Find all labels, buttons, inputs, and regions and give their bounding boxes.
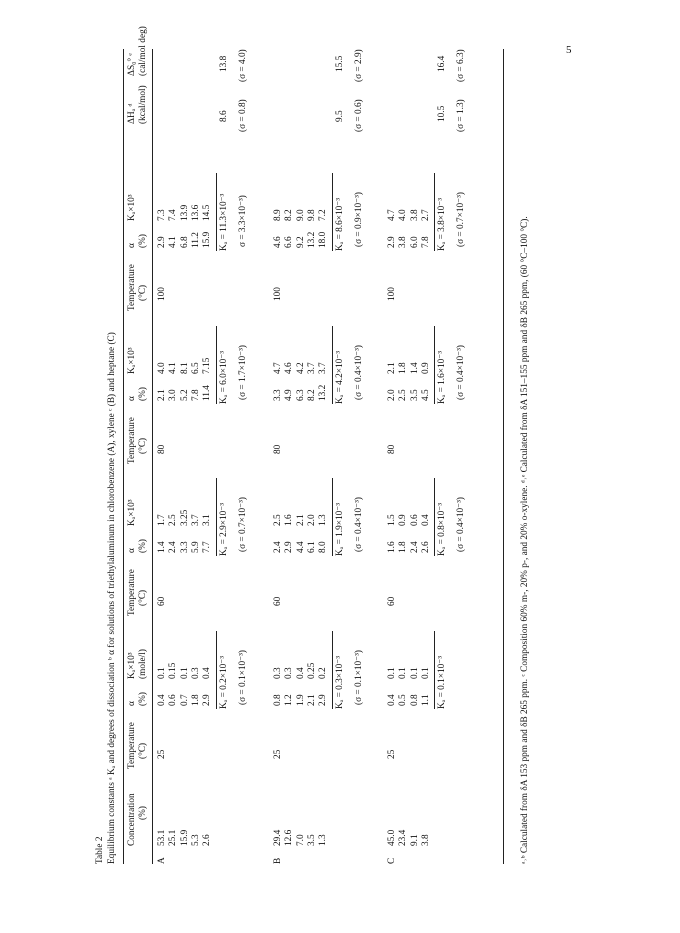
kd-cell: 0.1 <box>387 667 397 679</box>
sigma-kd: (σ = 0.4×10⁻³) <box>353 345 364 400</box>
alpha-cell: 2.6 <box>420 541 431 553</box>
section-label: A <box>157 857 167 864</box>
alpha-cell: 11.2 <box>190 232 201 248</box>
kd-cell: 3.1 <box>202 514 213 526</box>
table-bottom-rule <box>503 49 504 864</box>
kd-cell: 0.2 <box>318 667 329 679</box>
kd-cell: 4.0 <box>157 362 167 374</box>
alpha-cell: 1.4 <box>157 541 167 553</box>
kd-cell: 4.7 <box>273 362 283 374</box>
kd-cell: 13.9 <box>179 204 190 221</box>
kd-cell: 0.3 <box>284 667 295 679</box>
alpha-cell: 2.9 <box>387 236 397 248</box>
alpha-cell: 7.7 <box>202 541 213 553</box>
alpha-cell: 6.1 <box>306 541 317 553</box>
alpha-cell: 0.7 <box>179 694 190 706</box>
dh-sigma: (σ = 0.6) <box>353 99 364 132</box>
mean-rule <box>332 326 333 404</box>
kd-cell: 0.6 <box>409 514 420 526</box>
temperature-cell: 25 <box>157 749 167 759</box>
kd-cell: 8.2 <box>284 209 295 221</box>
header-kd: Kₐ×10³ <box>127 499 137 526</box>
kd-cell: 4.2 <box>295 362 306 374</box>
alpha-cell: 2.0 <box>387 389 397 401</box>
mean-kd: Kₐ = 0.8×10⁻³ <box>437 502 448 556</box>
kd-cell: 0.9 <box>398 514 409 526</box>
concentration-cell: 7.0 <box>295 834 306 846</box>
alpha-cell: 6.0 <box>409 236 420 248</box>
alpha-cell: 0.5 <box>398 694 409 706</box>
sigma-kd: (σ = 1.7×10⁻³) <box>237 345 248 400</box>
sigma-kd: σ = 3.3×10⁻³) <box>237 195 248 247</box>
header-temperature: Temperature (°C) <box>127 569 148 616</box>
temperature-cell: 60 <box>273 596 283 606</box>
mean-rule <box>332 173 333 251</box>
header-rule <box>152 49 153 864</box>
concentration-cell: 23.4 <box>398 829 409 846</box>
alpha-cell: 3.3 <box>273 389 283 401</box>
alpha-cell: 2.1 <box>306 694 317 706</box>
kd-cell: 0.1 <box>179 667 190 679</box>
page-number: 5 <box>566 44 572 56</box>
kd-cell: 9.0 <box>295 209 306 221</box>
alpha-cell: 2.5 <box>398 389 409 401</box>
mean-kd: Kₐ = 4.2×10⁻³ <box>334 350 345 404</box>
ds-sigma: (σ = 2.9) <box>353 49 364 82</box>
temperature-cell: 60 <box>387 596 397 606</box>
alpha-cell: 13.2 <box>306 231 317 248</box>
sigma-kd: (σ = 0.1×10⁻³) <box>353 650 364 705</box>
kd-cell: 0.9 <box>420 362 431 374</box>
alpha-cell: 8.0 <box>318 541 329 553</box>
alpha-cell: 2.9 <box>157 236 167 248</box>
mean-rule <box>434 631 435 709</box>
kd-cell: 0.4 <box>202 667 213 679</box>
alpha-cell: 1.8 <box>190 694 201 706</box>
kd-cell: 7.15 <box>202 357 213 374</box>
header-alpha: α (%) <box>127 387 148 401</box>
sigma-kd: (σ = 0.7×10⁻³) <box>237 497 248 552</box>
temperature-cell: 100 <box>157 287 167 301</box>
ds-sigma: (σ = 4.0) <box>237 49 248 82</box>
mean-kd: Kₐ = 2.9×10⁻³ <box>218 502 229 556</box>
concentration-cell: 2.6 <box>202 834 213 846</box>
sigma-kd: (σ = 0.9×10⁻³) <box>353 192 364 247</box>
alpha-cell: 5.9 <box>190 541 201 553</box>
header-temperature: Temperature (°C) <box>127 722 148 769</box>
kd-cell: 0.25 <box>306 662 317 679</box>
alpha-cell: 1.9 <box>295 694 306 706</box>
ds-value: 15.5 <box>334 55 345 72</box>
kd-cell: 2.5 <box>168 514 179 526</box>
kd-cell: 9.8 <box>306 209 317 221</box>
concentration-cell: 53.1 <box>157 829 167 846</box>
kd-cell: 14.5 <box>202 204 213 221</box>
alpha-cell: 0.4 <box>157 694 167 706</box>
kd-cell: 2.0 <box>306 514 317 526</box>
kd-cell: 0.1 <box>409 667 420 679</box>
alpha-cell: 6.8 <box>179 236 190 248</box>
sigma-kd: (σ = 0.4×10⁻³) <box>456 497 467 552</box>
alpha-cell: 7.8 <box>190 389 201 401</box>
section-label: C <box>387 857 397 864</box>
mean-kd: Kₐ = 0.2×10⁻³ <box>218 655 229 709</box>
alpha-cell: 4.4 <box>295 541 306 553</box>
alpha-cell: 2.4 <box>168 541 179 553</box>
alpha-cell: 2.4 <box>273 541 283 553</box>
alpha-cell: 6.3 <box>295 389 306 401</box>
kd-cell: 1.4 <box>409 362 420 374</box>
concentration-cell: 5.3 <box>190 834 201 846</box>
kd-cell: 3.7 <box>318 362 329 374</box>
mean-kd: Kₐ = 11.3×10⁻³ <box>218 193 229 251</box>
kd-cell: 0.15 <box>168 662 179 679</box>
temperature-cell: 60 <box>157 596 167 606</box>
kd-cell: 2.1 <box>295 514 306 526</box>
mean-kd: Kₐ = 0.3×10⁻³ <box>334 655 345 709</box>
alpha-cell: 0.8 <box>409 694 420 706</box>
header-dh: ΔHₐ ᵈ (kcal/mol) <box>127 85 148 124</box>
kd-cell: 7.2 <box>318 209 329 221</box>
alpha-cell: 0.6 <box>168 694 179 706</box>
table-label: Table 2 <box>95 836 105 864</box>
header-concentration: Concentration (%) <box>127 793 148 846</box>
temperature-cell: 25 <box>387 749 397 759</box>
temperature-cell: 80 <box>273 444 283 454</box>
header-alpha: α (%) <box>127 234 148 248</box>
alpha-cell: 1.1 <box>420 694 431 706</box>
kd-cell: 2.1 <box>387 362 397 374</box>
concentration-cell: 45.0 <box>387 829 397 846</box>
kd-cell: 7.4 <box>168 209 179 221</box>
kd-cell: 6.5 <box>190 362 201 374</box>
dh-value: 9.5 <box>334 110 345 122</box>
mean-rule <box>216 631 217 709</box>
header-alpha: α (%) <box>127 539 148 553</box>
temperature-cell: 25 <box>273 749 283 759</box>
alpha-cell: 2.9 <box>284 541 295 553</box>
kd-cell: 1.6 <box>284 514 295 526</box>
mean-rule <box>434 478 435 556</box>
header-ds: ΔS₀° ᵉ (cal/mol deg) <box>127 26 148 76</box>
alpha-cell: 6.6 <box>284 236 295 248</box>
alpha-cell: 4.5 <box>420 389 431 401</box>
temperature-cell: 100 <box>273 287 283 301</box>
mean-rule <box>332 631 333 709</box>
alpha-cell: 4.6 <box>273 236 283 248</box>
header-temperature: Temperature (°C) <box>127 417 148 464</box>
alpha-cell: 0.8 <box>273 694 283 706</box>
sigma-kd: (σ = 0.1×10⁻³) <box>237 650 248 705</box>
mean-kd: Kₐ = 3.8×10⁻³ <box>437 197 448 251</box>
kd-cell: 0.4 <box>420 514 431 526</box>
alpha-cell: 3.0 <box>168 389 179 401</box>
alpha-cell: 2.9 <box>202 694 213 706</box>
alpha-cell: 18.0 <box>318 231 329 248</box>
temperature-cell: 80 <box>387 444 397 454</box>
alpha-cell: 13.2 <box>318 384 329 401</box>
temperature-cell: 80 <box>157 444 167 454</box>
header-temperature: Temperature (°C) <box>127 264 148 311</box>
kd-cell: 7.3 <box>157 209 167 221</box>
kd-cell: 4.0 <box>398 209 409 221</box>
alpha-cell: 1.8 <box>398 541 409 553</box>
sigma-kd: (σ = 0.4×10⁻³) <box>456 345 467 400</box>
alpha-cell: 3.8 <box>398 236 409 248</box>
dh-sigma: (σ = 0.8) <box>237 99 248 132</box>
kd-cell: 1.8 <box>398 362 409 374</box>
kd-cell: 0.4 <box>295 667 306 679</box>
sigma-kd: (σ = 0.4×10⁻³) <box>353 497 364 552</box>
kd-cell: 1.3 <box>318 514 329 526</box>
alpha-cell: 1.6 <box>387 541 397 553</box>
kd-cell: 4.1 <box>168 362 179 374</box>
mean-rule <box>216 478 217 556</box>
kd-cell: 1.7 <box>157 514 167 526</box>
concentration-cell: 12.6 <box>284 829 295 846</box>
temperature-cell: 100 <box>387 287 397 301</box>
kd-cell: 0.3 <box>273 667 283 679</box>
dh-value: 10.5 <box>437 105 448 122</box>
header-kd: Kₐ×10³ (mole/l) <box>127 649 148 679</box>
kd-cell: 3.7 <box>190 514 201 526</box>
concentration-cell: 29.4 <box>273 829 283 846</box>
mean-rule <box>216 173 217 251</box>
kd-cell: 0.1 <box>157 667 167 679</box>
kd-cell: 3.7 <box>306 362 317 374</box>
alpha-cell: 9.2 <box>295 236 306 248</box>
alpha-cell: 15.9 <box>202 231 213 248</box>
kd-cell: 4.7 <box>387 209 397 221</box>
kd-cell: 0.1 <box>420 667 431 679</box>
rotated-table-page <box>95 26 555 864</box>
mean-rule <box>434 173 435 251</box>
concentration-cell: 15.9 <box>179 829 190 846</box>
mean-kd: Kₐ = 1.9×10⁻³ <box>334 502 345 556</box>
kd-cell: 0.3 <box>190 667 201 679</box>
ds-sigma: (σ = 6.3) <box>456 49 467 82</box>
header-kd: Kₐ×10³ <box>127 347 137 374</box>
mean-kd: Kₐ = 8.6×10⁻³ <box>334 197 345 251</box>
alpha-cell: 3.5 <box>409 389 420 401</box>
alpha-cell: 1.2 <box>284 694 295 706</box>
kd-cell: 2.7 <box>420 209 431 221</box>
table-footnote: ᵃ˒ᵇ Calculated from δA 153 ppm and δB 265 ppm. ᶜ Composition 60% m-, 20% p-, and 20% o-xylene. ᵈ˒ᵉ Calculated from δA 151–155 ppm and δB 265 ppm, (60 °C–100 °C). <box>520 216 530 864</box>
sigma-kd: (σ = 0.7×10⁻³) <box>456 192 467 247</box>
kd-cell: 3.8 <box>409 209 420 221</box>
mean-rule <box>434 326 435 404</box>
alpha-cell: 8.2 <box>306 389 317 401</box>
kd-cell: 8.1 <box>179 362 190 374</box>
mean-kd: Kₐ = 1.6×10⁻³ <box>437 350 448 404</box>
mean-kd: Kₐ = 6.0×10⁻³ <box>218 350 229 404</box>
concentration-cell: 3.8 <box>420 834 431 846</box>
alpha-cell: 0.4 <box>387 694 397 706</box>
concentration-cell: 9.1 <box>409 834 420 846</box>
alpha-cell: 7.8 <box>420 236 431 248</box>
kd-cell: 13.6 <box>190 204 201 221</box>
kd-cell: 2.5 <box>273 514 283 526</box>
alpha-cell: 2.4 <box>409 541 420 553</box>
header-alpha: α (%) <box>127 692 148 706</box>
alpha-cell: 2.1 <box>157 389 167 401</box>
concentration-cell: 25.1 <box>168 829 179 846</box>
dh-sigma: (σ = 1.3) <box>456 99 467 132</box>
kd-cell: 0.1 <box>398 667 409 679</box>
alpha-cell: 4.1 <box>168 236 179 248</box>
alpha-cell: 3.3 <box>179 541 190 553</box>
section-label: B <box>273 857 283 864</box>
mean-rule <box>216 326 217 404</box>
alpha-cell: 4.9 <box>284 389 295 401</box>
alpha-cell: 2.9 <box>318 694 329 706</box>
alpha-cell: 5.2 <box>179 389 190 401</box>
kd-cell: 1.5 <box>387 514 397 526</box>
alpha-cell: 11.4 <box>202 385 213 401</box>
dh-value: 8.6 <box>218 110 229 122</box>
ds-value: 13.8 <box>218 55 229 72</box>
kd-cell: 4.6 <box>284 362 295 374</box>
table-top-rule <box>123 49 124 864</box>
header-kd: Kₐ×10³ <box>127 194 137 221</box>
mean-kd: Kₐ = 0.1×10⁻³ <box>437 655 448 709</box>
kd-cell: 8.9 <box>273 209 283 221</box>
concentration-cell: 3.5 <box>306 834 317 846</box>
mean-rule <box>332 478 333 556</box>
table-caption: Equilibrium constants ᵃ Kₐ and degrees of dissociation ᵇ α for solutions of triethylaluminum in chlorobenzene (A), xylene ᶜ (B) and heptane (C) <box>107 332 117 864</box>
kd-cell: 3.25 <box>179 509 190 526</box>
ds-value: 16.4 <box>437 55 448 72</box>
concentration-cell: 1.3 <box>318 834 329 846</box>
